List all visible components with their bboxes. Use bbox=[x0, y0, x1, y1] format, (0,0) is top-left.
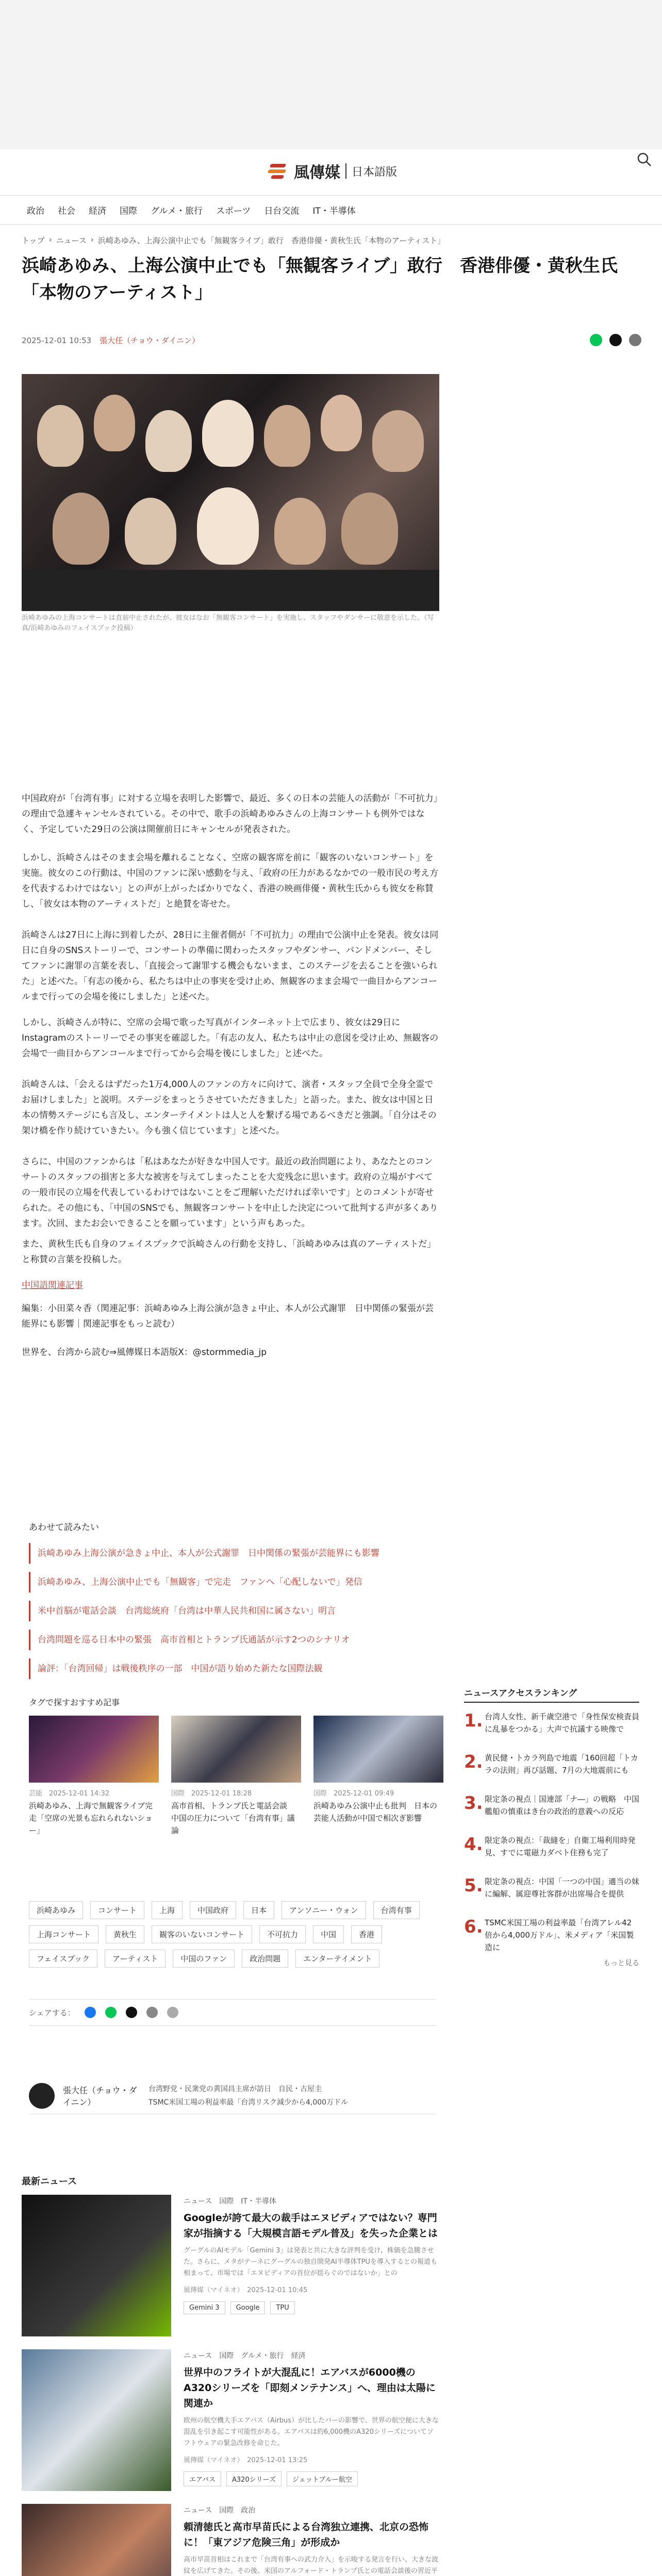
article-meta bbox=[22, 335, 200, 346]
top-ad-area bbox=[0, 0, 662, 149]
article-paragraph: さらに、中国のファンからは「私はあなたが好きな中国人です。最近の政治問題により、あなたとのコンサートのスタッフの損害と多大な被害を与えてしまったことを大変残念に思います。政府の立場がすべての一般市民の立場を代表しているわけではないことをご理解いただければ幸いです」とのコメントが寄せられた。その他にも、「中国のSNSでも、無観客コンサートを中止した決定について批判する声が多くあります。次回、またお会いできることを願っています」という声もあった。 bbox=[22, 1157, 438, 1229]
author-link[interactable]: TSMC米国工場の利益率最「台湾リスク減少から4,000万ドル bbox=[148, 2098, 349, 2107]
x-icon[interactable] bbox=[126, 2007, 137, 2018]
main-nav bbox=[0, 196, 662, 225]
nav-item-it[interactable]: IT・半導体 bbox=[312, 206, 356, 216]
tag-list bbox=[29, 1901, 441, 1968]
tag[interactable]: エンターテイメント bbox=[295, 1950, 379, 1968]
article-author[interactable]: 張大任（チョウ・ダイニン） bbox=[100, 336, 200, 345]
print-icon[interactable] bbox=[629, 334, 641, 346]
ranking-item[interactable]: 1. 台湾人女性、新千歳空港で「身性保安検査員に乱暴をつかる」大声で抗議する映像で bbox=[464, 1710, 640, 1734]
article-paragraph: また、黄秋生氏も自身のフェイスブックで浜崎さんの行動を支持し、「浜崎あゆみは真のアーティストだ」と称賛の言葉を投稿した。 bbox=[22, 1239, 436, 1265]
tag-card[interactable]: 国際 2025-12-01 09:49 浜崎あゆみ公演中止も批判 日本の芸能人活動が中国で相次ぎ影響 bbox=[313, 1716, 443, 1837]
nav-item-international[interactable]: 国際 bbox=[120, 206, 137, 216]
article-paragraph: 浜崎さんは、「会えるはずだった1万4,000人のファンの方々に向けて、演者・スタッフ全員で全身全霊でお届けしました」と説明。ステージをまっとうさせていただきました」と語った。また、彼女は中国と日本の情勢ステージにも言及し、エンターテイメントは人と人を繋げる場であるべきだと強調。「自分はその架け橋を作り続けていきたい。今も強く信じています」と述べた。 bbox=[22, 1079, 437, 1136]
news-item[interactable]: ニュース 国際 グルメ・旅行 経済 世界中のフライトが大混乱に！エアバスが6000機のA320シリーズを「即刻メンテナンス」へ、理由は太陽に関連か 欧州の航空機大手エアバス（Airbus）が比したバーの影響で、世界の航空便に大きな混乱を引き起こす可能性がある。エアバスは約6,000機のA320シリーズについてソフトウェアの緊急改修を命じた。 風傳媒（マイネオ） 2025-12-01 13:25 エアバス A320シリーズ ジェットブルー航空 bbox=[22, 2349, 439, 2494]
breadcrumb-news[interactable]: ニュース bbox=[56, 236, 87, 245]
tag[interactable]: TPU bbox=[270, 2301, 294, 2314]
tag[interactable]: コンサート bbox=[90, 1901, 144, 1919]
logo-mark-icon bbox=[268, 161, 289, 181]
ranking-item[interactable]: 5. 限定条の視点：中国「一つの中国」適当の妹に編解、属迎尊社客群が出席場合を提供 bbox=[464, 1875, 640, 1899]
nav-item-gourmet[interactable]: グルメ・旅行 bbox=[151, 206, 203, 216]
tag[interactable]: 中国政府 bbox=[190, 1901, 236, 1919]
email-icon[interactable] bbox=[146, 2007, 158, 2018]
author-name[interactable]: 張大任（チョウ・ダイニン） bbox=[63, 2085, 137, 2107]
tag-cards bbox=[29, 1716, 443, 1837]
related-item[interactable]: 米中首脳が電話会談 台湾総統府「台湾は中華人民共和国に属さない」明言 bbox=[29, 1601, 441, 1621]
breadcrumb-top[interactable]: トップ bbox=[22, 236, 45, 245]
article-paragraph: しかし、浜崎さんが特に、空席の会場で歌った写真がインターネット上で広まり、彼女は29日にInstagramのストーリーでその事実を確認した。「有志の友人、私たちは中止の意図を受け止め、無観客の会場で一曲目からアンコールまで行ってから会場を後にしました」と述べた。 bbox=[22, 1018, 439, 1059]
article-paragraph: しかし、浜崎さんはそのまま会場を離れることなく、空席の観客席を前に「観客のいないコンサート」を実施。彼女のこの行動は、中国のファンに深い感動を与え、「政府の圧力があるなかでの一般市民の考え方を代表するわけではない」との声が上がったばかりでなく、香港の映画俳優・黄秋生氏からも彼女を称賛し、「彼女は本物のアーティストだ」と絶賛を寄せた。 bbox=[22, 853, 439, 909]
ranking-more-link[interactable]: もっと見る bbox=[603, 1959, 639, 1968]
author-avatar bbox=[29, 2083, 55, 2109]
logo-edition: 日本語版 bbox=[352, 165, 398, 179]
nav-item-sports[interactable]: スポーツ bbox=[216, 206, 251, 216]
breadcrumb-current: 浜崎あゆみ、上海公演中止でも「無観客ライブ」敢行 香港俳優・黄秋生氏「本物のアーティスト」 bbox=[97, 236, 445, 245]
tag-card[interactable]: 芸能 2025-12-01 14:32 浜崎あゆみ、上海で無観客ライブ完走「空席の光景も忘れられないショー」 bbox=[29, 1716, 159, 1837]
ranking-item[interactable]: 2. 黄民健・トカラ列島で地震「160回超「トカラの法則」再び話題、7月の大地震前にも bbox=[464, 1752, 638, 1775]
tag[interactable]: 黄秋生 bbox=[106, 1925, 144, 1943]
tag[interactable]: Gemini 3 bbox=[184, 2301, 225, 2314]
tag-cards-title: タグで探すおすすめ記事 bbox=[29, 1698, 120, 1707]
tag[interactable]: 香港 bbox=[351, 1925, 382, 1943]
news-item[interactable]: ニュース 国際 政治 頼清徳氏と高市早苗氏による台湾独立連携、北京の恐怖に！「東アジア危険三角」が形成か 高市早苗首相はこれまで「台湾有事への武力介入」を示唆する発言を行い、大きな波紋を広げてきた。その後、米国のアルフォード・トランプ氏との電話会談後の習近平 bbox=[22, 2504, 439, 2576]
editor-note: 編集：小田菜々香（関連記事：浜崎あゆみ上海公演が急きょ中止、本人が公式謝罪 日中関係の緊張が芸能界にも影響｜関連記事をもっと読む） bbox=[22, 1303, 434, 1329]
nav-item-society[interactable]: 社会 bbox=[58, 206, 75, 216]
tag[interactable]: 不可抗力 bbox=[259, 1925, 306, 1943]
tag[interactable]: 政治問題 bbox=[242, 1950, 288, 1968]
line-icon[interactable] bbox=[105, 2007, 117, 2018]
ranking-item[interactable]: 6. TSMC米国工場の利益率最「台湾アレル42倍から4,000万ドル」、米メディア「米国製造に bbox=[464, 1917, 634, 1952]
nav-item-economy[interactable]: 経済 bbox=[89, 206, 106, 216]
tag[interactable]: アーティスト bbox=[105, 1950, 166, 1968]
tag[interactable]: 中国のファン bbox=[173, 1950, 235, 1968]
related-item[interactable]: 台湾問題を巡る日本中の緊張 高市首相とトランプ氏通話が示す2つのシナリオ bbox=[29, 1630, 441, 1650]
breadcrumb bbox=[22, 235, 445, 246]
article-title: 浜崎あゆみ、上海公演中止でも「無観客ライブ」敢行 香港俳優・黄秋生氏「本物のアーティスト」 bbox=[22, 256, 618, 303]
tag[interactable]: 日本 bbox=[243, 1901, 274, 1919]
article-date: 2025-12-01 10:53 bbox=[22, 335, 92, 345]
article-paragraph: 浜崎さんは27日に上海に到着したが、28日に主催者側が「不可抗力」の理由で公演中止を発表。彼女は同日に自身のSNSストーリーで、コンサートの準備に関わったスタッフやダンサー、バンドメンバー、そしてファンに謝罪の言葉を表し、「直接会って謝罪する機会もないまま、このステージを去ることを強いられた」と述べた。「有志の後から、私たちは中止の事実を受け止め、無観客のまま会場で一曲目からアンコールまで行っての会場を後にしました」と述べた。 bbox=[22, 930, 439, 1002]
link-icon[interactable] bbox=[167, 2007, 178, 2018]
share-icons-top bbox=[590, 334, 641, 346]
article-main-image bbox=[22, 374, 439, 611]
chinese-article-link[interactable]: 中国語関連記事 bbox=[22, 1280, 83, 1291]
ranking-item[interactable]: 3. 限定条の視点｜国連部「ナ―」の戦略 中国艦船の慎重はき台の政治的意義への反応 bbox=[464, 1793, 640, 1816]
tag[interactable]: アンソニー・ウォン bbox=[282, 1901, 366, 1919]
share-bar bbox=[29, 1999, 436, 2026]
tag[interactable]: フェイスブック bbox=[29, 1950, 97, 1968]
article-paragraph: 中国政府が「台湾有事」に対する立場を表明した影響で、最近、多くの日本の芸能人の活動が「不可抗力」の理由で急遽キャンセルされている。その中で、歌手の浜崎あゆみさんの上海コンサートも例外ではなく、予定していた29日の公演は開催前日にキャンセルが発表された。 bbox=[22, 793, 438, 835]
ranking-title: ニュースアクセスランキング bbox=[464, 1686, 639, 1703]
news-item[interactable]: ニュース 国際 IT・半導体 Googleが誇て最大の裁手はエヌビディアではない？専門家が指摘する「大規模言語モデル普及」を失った企業とは グーグルのAIモデル「Gemini 3」は発表と共に大きな評判を受け、株価を急騰させた。さらに、メタがテーネにグーグルの独自開発AI半導体TPUを導入するとの報道も相まって、市場では「エヌビディアの首位が揺らぐのではないか」との 風傳媒（マイネオ） 2025-12-01 10:45 Gemini 3 Google TPU bbox=[22, 2195, 439, 2339]
tag[interactable]: 上海コンサート bbox=[29, 1925, 98, 1943]
author-box bbox=[29, 2077, 436, 2114]
site-logo[interactable] bbox=[268, 160, 397, 182]
author-link[interactable]: 台湾野党・民衆党の黄国昌主席が訪日 自民・古屋圭 bbox=[148, 2084, 322, 2093]
tag[interactable]: ジェットブルー航空 bbox=[287, 2471, 358, 2486]
related-articles bbox=[29, 1520, 441, 1687]
tag[interactable]: 浜崎あゆみ bbox=[29, 1901, 83, 1919]
facebook-icon[interactable] bbox=[85, 2007, 96, 2018]
tag[interactable]: Google bbox=[230, 2301, 266, 2314]
logo-divider bbox=[345, 163, 346, 179]
logo-text: 風傳媒 bbox=[294, 164, 340, 182]
tag[interactable]: 中国 bbox=[313, 1925, 344, 1943]
nav-item-japan-taiwan[interactable]: 日台交流 bbox=[264, 206, 300, 216]
breadcrumb-sep: › bbox=[90, 235, 94, 244]
ranking-item[interactable]: 4. 限定条の視点：「裁縫を」自衛工場利用時発見、すでに電磁力ダベト住務も完了 bbox=[464, 1834, 636, 1857]
latest-news-title: 最新ニュース bbox=[22, 2176, 77, 2187]
share-label: シェアする： bbox=[29, 2008, 75, 2018]
follow-note: 世界を、台湾から読む⇒風傳媒日本語版X：@stormmedia_jp bbox=[22, 1347, 267, 1358]
tag[interactable]: 観客のいないコンサート bbox=[152, 1925, 252, 1943]
related-item[interactable]: 論評：「台湾回帰」は戦後秩序の一部 中国が語り始めた新たな国際法観 bbox=[29, 1658, 441, 1679]
related-title: あわせて読みたい bbox=[29, 1522, 99, 1533]
tag[interactable]: 上海 bbox=[152, 1901, 183, 1919]
line-icon[interactable] bbox=[590, 334, 602, 346]
x-icon[interactable] bbox=[609, 334, 622, 346]
related-item[interactable]: 浜崎あゆみ、上海公演中止でも「無観客」で完走 ファンへ「心配しないで」発信 bbox=[29, 1572, 441, 1592]
tag[interactable]: 台湾有事 bbox=[373, 1901, 420, 1919]
tag[interactable]: エアバス bbox=[184, 2471, 221, 2486]
tag[interactable]: A320シリーズ bbox=[226, 2471, 282, 2486]
image-caption: 浜崎あゆみの上海コンサートは直前中止されたが、彼女はなお「無観客コンサート」を実施し、スタッフやダンサーに敬意を示した。（写真/浜崎あゆみのフェイスブック投稿） bbox=[22, 614, 434, 632]
tag-card[interactable]: 国際 2025-12-01 18:28 高市首相、トランプ氏と電話会談 中国の圧力について「台湾有事」議論 bbox=[171, 1716, 301, 1837]
related-item[interactable]: 浜崎あゆみ上海公演が急きょ中止、本人が公式謝罪 日中関係の緊張が芸能界にも影響 bbox=[29, 1543, 441, 1564]
breadcrumb-sep: › bbox=[48, 235, 52, 244]
nav-item-politics[interactable]: 政治 bbox=[27, 206, 44, 216]
search-icon[interactable] bbox=[635, 150, 654, 169]
